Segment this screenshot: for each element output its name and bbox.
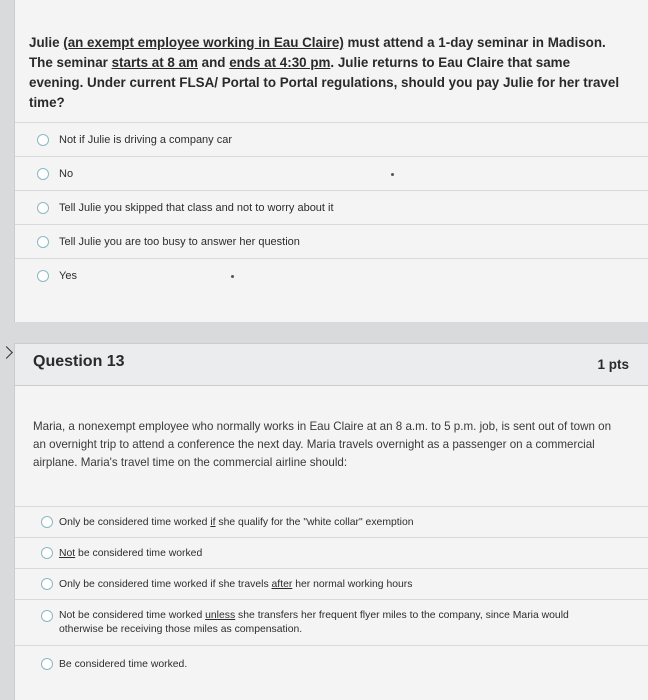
answer-text: her normal working hours (292, 578, 413, 590)
answer-option[interactable] (15, 156, 648, 190)
answer-underlined: unless (205, 610, 236, 621)
answer-label (59, 548, 202, 559)
radio-button[interactable] (37, 168, 49, 180)
question-13-answers (15, 506, 648, 682)
prompt-text: Julie (29, 35, 64, 50)
answer-underlined: after (271, 578, 293, 590)
answer-text: she qualify for the "white collar" exemption (215, 516, 414, 528)
answer-text: Not be considered time worked (59, 610, 206, 621)
question-points: 1 pts (597, 357, 629, 372)
question-12-text (29, 33, 625, 113)
answer-label: Not if Julie is driving a company car (59, 133, 233, 146)
answer-label: No (59, 167, 74, 180)
answer-option[interactable] (15, 568, 648, 599)
answer-label (59, 579, 412, 590)
cursor-mark (231, 275, 234, 278)
prompt-underlined: ends at 4:30 pm (229, 55, 331, 70)
radio-button[interactable] (37, 236, 49, 248)
radio-button[interactable] (41, 516, 53, 528)
answer-label: Yes (59, 269, 77, 282)
prompt-text: and (197, 55, 230, 70)
answer-text: Only be considered time worked if she travels (59, 578, 272, 590)
question-header (15, 343, 648, 386)
answer-option[interactable] (15, 599, 648, 645)
question-title: Question 13 (33, 353, 125, 370)
answer-underlined: Not (59, 547, 76, 559)
answer-option[interactable] (15, 190, 648, 224)
answer-label: Be considered time worked. (59, 658, 188, 670)
radio-button[interactable] (41, 547, 53, 559)
answer-text: be considered time worked (75, 547, 203, 559)
radio-button[interactable] (37, 270, 49, 282)
answer-option[interactable] (15, 258, 648, 292)
question-13-card (14, 343, 648, 700)
answer-text: she transfers her frequent flyer miles to the company, since Maria would otherwise be receiving those miles as compensation. (59, 610, 569, 635)
prompt-text: must attend a 1-day seminar in Madison. The seminar (29, 35, 606, 70)
answer-text: Only be considered time worked (59, 516, 211, 528)
answer-label: Tell Julie you skipped that class and not to worry about it (59, 201, 334, 214)
cursor-mark (391, 173, 394, 176)
answer-label: Tell Julie you are too busy to answer her question (59, 235, 300, 248)
answer-option[interactable] (15, 224, 648, 258)
prompt-underlined: starts at 8 am (111, 55, 198, 70)
question-12-answers (15, 122, 648, 292)
radio-button[interactable] (41, 658, 53, 670)
radio-button[interactable] (37, 202, 49, 214)
answer-label (59, 517, 414, 528)
answer-underlined: if (210, 516, 216, 528)
answer-label (59, 609, 599, 637)
answer-option[interactable] (15, 645, 648, 682)
question-12-card (14, 0, 648, 322)
answer-option[interactable] (15, 537, 648, 568)
radio-button[interactable] (41, 610, 53, 622)
answer-option[interactable] (15, 122, 648, 156)
prompt-underlined: (an exempt employee working in Eau Claire) (63, 35, 344, 50)
answer-option[interactable] (15, 506, 648, 537)
radio-button[interactable] (41, 578, 53, 590)
radio-button[interactable] (37, 134, 49, 146)
chevron-right-icon (0, 346, 13, 359)
prompt-text: . Julie returns to Eau Claire that same evening. Under current FLSA/ Portal to Portal regulations, should you pay Julie for her travel time? (29, 55, 620, 110)
question-13-text: Maria, a nonexempt employee who normally works in Eau Claire at an 8 a.m. to 5 p.m. job, is sent out of town on an overnight trip to attend a conference the next day. Maria travels overnight as a passenger on a commercial airplane. Maria's travel time on the commercial airline should: (33, 420, 612, 469)
